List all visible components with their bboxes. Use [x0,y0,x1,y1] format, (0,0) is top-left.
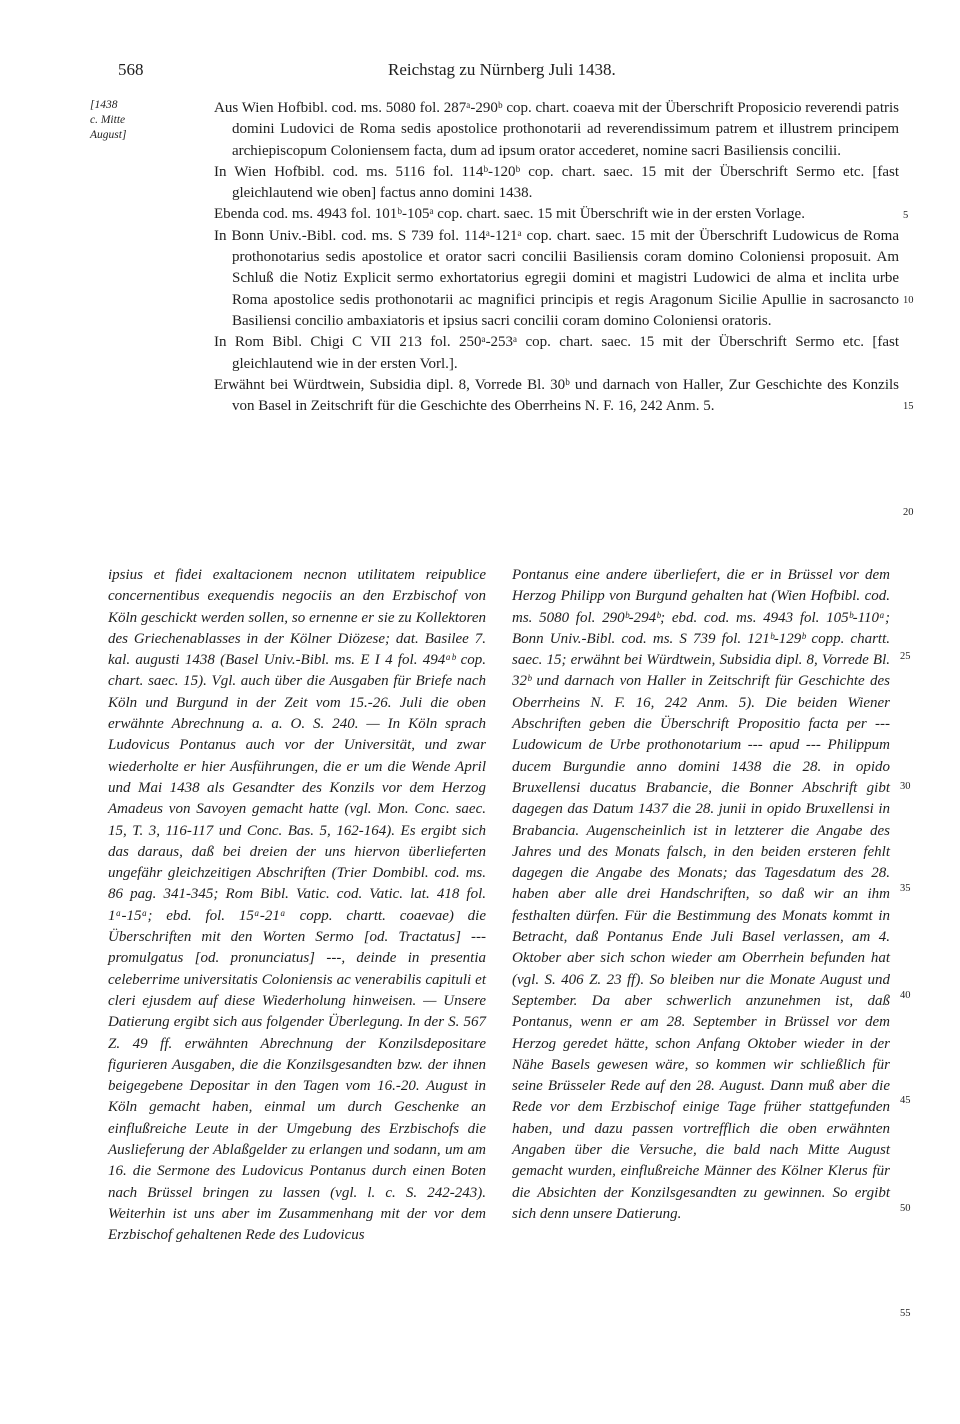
line-number: 35 [900,883,911,894]
right-column [512,565,890,1225]
source-paragraph: Erwähnt bei Würdtwein, Subsidia dipl. 8, Vorrede Bl. 30ᵇ und darnach von Haller, Zur Geschichte des Konzils von Basel in Zeitschrift für die Geschichte des Oberrheins N. F. 16, 242 Anm. 5. [214,376,899,415]
line-number: 45 [900,1095,911,1106]
left-column [108,565,486,1247]
margin-date-note [90,98,190,143]
source-paragraph: Aus Wien Hofbibl. cod. ms. 5080 fol. 287ᵃ-290ᵇ cop. chart. coaeva mit der Überschrift Proposicio reverendi patris domini Ludovici de Roma sedis apostolice prothonotarii ad reverendissimum patrem et illustrem principem archiepiscopum Coloniensem facta, dum ad ipsum orator accederet, nomine sacri Basiliensis concilii. [214,100,899,159]
line-number: 50 [900,1203,911,1214]
line-number: 40 [900,990,911,1001]
margin-note-line: [1438 [90,99,118,111]
margin-note-line: August] [90,129,127,141]
line-number: 15 [903,401,914,412]
source-paragraph: In Bonn Univ.-Bibl. cod. ms. S 739 fol. 114ᵃ-121ᵃ cop. chart. saec. 15 mit der Überschrift Ludowicus de Roma prothonotarius sedis apostolice et orator sacri concilii Basiliensis coram domino Coloniensi proposuit. Am Schluß die Notiz Explicit sermo exhortatorius egregii domini et magistri Ludowici de alma et inclita urbe Roma apostolice sedis prothonotarii ac magnifici principis et regis Aragonum Sicilie Apullie in sacrosancto Basiliensi concilio ambaxiatoris et ipsius sacri concilii coram domino Coloniensi oratoris. [214,227,899,329]
page-number: 568 [118,60,144,79]
left-column-text: ipsius et fidei exaltacionem necnon utilitatem reipublice concernentibus exequendis negociis an den Erzbischof von Köln geschickt werden sollen, so ernenne er sie zu Kollektoren des Griechenablasses in der Kölner Diözese; dat. Basilee 7. kal. augusti 1438 (Basel Univ.-Bibl. ms. E I 4 fol. 494ᵃᵇ cop. chart. saec. 15). Vgl. auch über die Ausgaben für Briefe nach Köln und Burgund in der Zeit vom 15.-26. Juli die oben erwähnte Abrechnung a. a. O. S. 240. — In Köln sprach Ludovicus Pontanus auch vor der Universität, und zwar wiederholte er hier Ausführungen, die er um die Wende April und Mai 1438 als Gesandter des Konzils vor dem Herzog Amadeus von Savoyen gemacht hatte (vgl. Mon. Conc. saec. 15, T. 3, 116-117 und Conc. Bas. 5, 162-164). Es ergibt sich das daraus, daß bei dreien der uns hiervon überlieferten ungefähr gleichzeitigen Abschriften (Trier Dombibl. cod. ms. 86 pag. 341-345; Rom Bibl. Vatic. cod. Vatic. lat. 418 fol. 1ᵃ-15ᵃ; ebd. fol. 15ᵃ-21ᵃ copp. chartt. coaevae) die Überschriften mit den Worten Sermo [od. Tractatus] --- promulgatus [od. pronunciatus] ---, deinde in presentia celeberrime universitatis Coloniensis ac venerabilis capituli et cleri ejusdem auf diese Wiederholung hinweisen. — Unsere Datierung ergibt sich aus folgender Überlegung. In der S. 567 Z. 49 ff. erwähnten Abrechnung der Konzilsdepositare figurieren Ausgaben, die die Konzilsgesandten bzw. der ihnen beigegebene Depositar in den Tagen vom 16.-20. August in Köln gemacht haben, einmal um durch Geschenke an einflußreiche Leute in der Umgebung des Erzbischofs die Auslieferung der Ablaßgelder zu erlangen und sodann, um am 16. die Sermone des Ludovicus Pontanus durch einen Boten nach Brüssel bringen zu lassen (vgl. l. c. S. 242-243). Weiterhin ist uns aber im Zusammenhang mit der vor dem Erzbischof gehaltenen Rede des Ludovicus [108,567,486,1244]
right-column-text: Pontanus eine andere überliefert, die er in Brüssel vor dem Herzog Philipp von Burgund gehalten hat (Wien Hofbibl. cod. ms. 5080 fol. 290ᵇ-294ᵇ; ebd. cod. ms. 4943 fol. 105ᵇ-110ᵃ; Bonn Univ.-Bibl. cod. ms. S 739 fol. 121ᵇ-129ᵇ copp. chartt. saec. 15; erwähnt bei Würdtwein, Subsidia dipl. 8, Vorrede Bl. 32ᵇ und darnach von Haller in Zeitschrift für Geschichte des Oberrheins N. F. 16, 242 Anm. 5). Die beiden Wiener Abschriften geben die Überschrift Propositio facta per --- Ludowicum de Urbe prothonotarium --- apud --- Philippum ducem Burgundie anno domini 1438 die 28. in opido Bruxellensi ducatus Brabancie, die Bonner Abschrift gibt dagegen das Datum 1437 die 28. junii in opido Bruxellensi in Brabancia. Augenscheinlich ist in letzterer die Angabe des Jahres und des Monats falsch, in den beiden ersteren fehlt dagegen die Angabe des Monats; das Tagesdatum des 28. haben aber alle drei Handschriften, so daß wir an ihm festhalten dürfen. Für die Bestimmung des Monats kommt in Betracht, daß Pontanus Ende Juli Basel verlassen, am 4. Oktober aber sich schon wieder am Oberrhein befunden hat (vgl. S. 406 Z. 23 ff). So bleiben nur die Monate August und September. Da aber schwerlich anzunehmen ist, daß Pontanus, wenn er am 28. September in Brüssel vor dem Herzog geredet hätte, schon Anfang Oktober wieder in der Nähe Basels gewesen wäre, so kommen wir schließlich für seine Brüsseler Rede auf den 28. August. Dann muß aber die Rede vor dem Erzbischof einige Tage früher stattgefunden haben, und dazu passen vortrefflich die oben erwähnten Angaben über die Versuche, die bald nach Mitte August gemacht wurden, einflußreiche Männer des Kölner Klerus für die Absichten der Konzilsgesandten zu gewinnen. So ergibt sich denn unsere Datierung. [512,567,890,1222]
line-number: 20 [903,507,914,518]
line-number: 30 [900,781,911,792]
source-paragraph: In Wien Hofbibl. cod. ms. 5116 fol. 114ᵇ-120ᵇ cop. chart. saec. 15 mit der Überschrift Sermo etc. [fast gleichlautend wie oben] factus anno domini 1438. [214,163,899,202]
source-paragraph: Ebenda cod. ms. 4943 fol. 101ᵇ-105ᵃ cop. chart. saec. 15 mit Überschrift wie in der ersten Vorlage. [214,206,805,223]
margin-note-line: c. Mitte [90,114,126,126]
line-number: 55 [900,1308,911,1319]
source-notes [214,98,899,417]
line-number: 25 [900,651,911,662]
running-title: Reichstag zu Nürnberg Juli 1438. [388,60,616,79]
line-number: 10 [903,295,914,306]
source-paragraph: In Rom Bibl. Chigi C VII 213 fol. 250ᵃ-253ᵃ cop. chart. saec. 15 mit der Überschrift Sermo etc. [fast gleichlautend wie in der ersten Vorl.]. [214,334,899,372]
line-number: 5 [903,210,909,221]
